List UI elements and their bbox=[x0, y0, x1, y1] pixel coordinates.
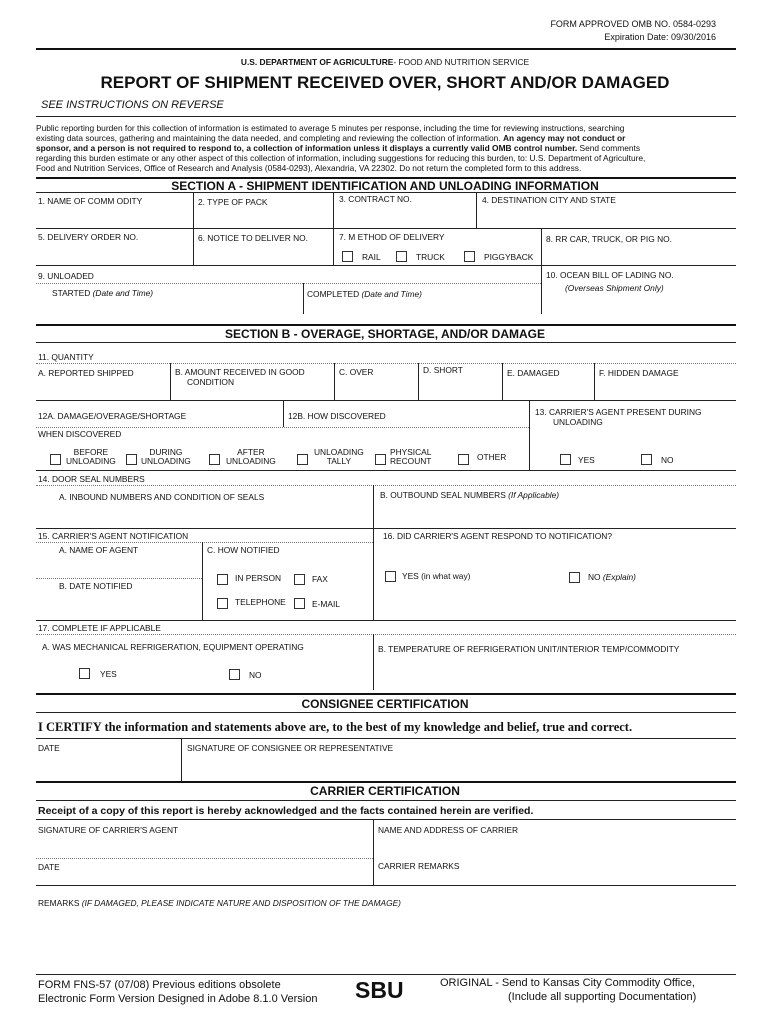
burden-line: sponsor, and a person is not required to respond to, a collection of information unless it displays a currently valid OMB control number. Send comments bbox=[36, 143, 641, 153]
sbu-mark: SBU bbox=[355, 977, 404, 1003]
in-person-checkbox[interactable] bbox=[217, 574, 228, 585]
field-outbound-seals[interactable]: B. OUTBOUND SEAL NUMBERS (If Applicable) bbox=[380, 490, 560, 500]
field-ocean-bill[interactable]: 10. OCEAN BILL OF LADING NO. bbox=[546, 270, 674, 280]
carrier-title: CARRIER CERTIFICATION bbox=[310, 784, 460, 798]
field-short[interactable]: D. SHORT bbox=[423, 365, 463, 375]
unloading-tally-label: UNLOADING TALLY bbox=[314, 447, 364, 466]
field-12b: 12B. HOW DISCOVERED bbox=[288, 411, 386, 421]
complete-if-applicable: 17. COMPLETE IF APPLICABLE bbox=[38, 623, 161, 633]
truck-checkbox[interactable] bbox=[396, 251, 407, 262]
field-over[interactable]: C. OVER bbox=[339, 367, 374, 377]
field-remarks[interactable]: REMARKS (IF DAMAGED, PLEASE INDICATE NATURE AND DISPOSITION OF THE DAMAGE) bbox=[38, 898, 401, 908]
field-consignee-signature[interactable]: SIGNATURE OF CONSIGNEE OR REPRESENTATIVE bbox=[187, 743, 394, 753]
field-commodity[interactable]: 1. NAME OF COMM ODITY bbox=[38, 196, 143, 206]
burden-line: regarding this burden estimate or any other aspect of this collection of information, including suggestions for reducing this burden, to: U.S. Department of Agriculture, bbox=[36, 153, 646, 163]
supporting-docs: (Include all supporting Documentation) bbox=[508, 991, 697, 1003]
page-title: REPORT OF SHIPMENT RECEIVED OVER, SHORT AND/OR DAMAGED bbox=[100, 73, 670, 92]
field-notice-deliver[interactable]: 6. NOTICE TO DELIVER NO. bbox=[198, 233, 308, 243]
telephone-checkbox[interactable] bbox=[217, 598, 228, 609]
unloading-tally-checkbox[interactable] bbox=[297, 454, 308, 465]
truck-label: TRUCK bbox=[416, 252, 445, 262]
refrigeration-no-label: NO bbox=[249, 670, 262, 680]
agency-line: U.S. DEPARTMENT OF AGRICULTURE- FOOD AND NUTRITION SERVICE bbox=[240, 57, 530, 67]
section-b-title: SECTION B - OVERAGE, SHORTAGE, AND/OR DAMAGE bbox=[224, 327, 545, 341]
refrigeration-yes-label: YES bbox=[100, 669, 117, 679]
field-carrier-date[interactable]: DATE bbox=[38, 862, 60, 872]
field-delivery-method: 7. M ETHOD OF DELIVERY bbox=[339, 232, 445, 242]
field-unload-completed[interactable]: COMPLETED (Date and Time) bbox=[307, 289, 422, 299]
burden-line: existing data sources, gathering and maintaining the data needed, and completing and reviewing the collection of information. An agency may not conduct or bbox=[36, 133, 626, 143]
see-instructions: SEE INSTRUCTIONS ON REVERSE bbox=[41, 99, 224, 111]
receipt-statement: Receipt of a copy of this report is hereby acknowledged and the facts contained herein are verified. bbox=[38, 805, 534, 817]
field-ocean-bill-note: (Overseas Shipment Only) bbox=[565, 283, 664, 293]
agent-present-no-label: NO bbox=[661, 455, 674, 465]
before-unloading-label: BEFORE UNLOADING bbox=[66, 447, 116, 466]
other-checkbox[interactable] bbox=[458, 454, 469, 465]
field-damaged[interactable]: E. DAMAGED bbox=[507, 368, 560, 378]
responded-yes-checkbox[interactable] bbox=[385, 571, 396, 582]
header-rule bbox=[36, 48, 736, 50]
physical-recount-checkbox[interactable] bbox=[375, 454, 386, 465]
rail-label: RAIL bbox=[362, 252, 381, 262]
field-carrier-remarks[interactable]: CARRIER REMARKS bbox=[378, 861, 460, 871]
physical-recount-label: PHYSICAL RECOUNT bbox=[390, 447, 432, 466]
field-reported-shipped[interactable]: A. REPORTED SHIPPED bbox=[38, 368, 134, 378]
telephone-label: TELEPHONE bbox=[235, 597, 286, 607]
field-unload-started[interactable]: STARTED (Date and Time) bbox=[52, 288, 154, 298]
other-label: OTHER bbox=[477, 452, 507, 462]
field-received-good-2: CONDITION bbox=[187, 377, 234, 387]
rail-checkbox[interactable] bbox=[342, 251, 353, 262]
during-unloading-label: DURING UNLOADING bbox=[141, 447, 191, 466]
field-agent-name[interactable]: A. NAME OF AGENT bbox=[59, 545, 139, 555]
piggyback-checkbox[interactable] bbox=[464, 251, 475, 262]
agent-responded: 16. DID CARRIER'S AGENT RESPOND TO NOTIFICATION? bbox=[383, 531, 613, 541]
fax-checkbox[interactable] bbox=[294, 574, 305, 585]
burden-line: Food and Nutrition Services, Office of Research and Analysis (0584-0293), Alexandria, VA 22302. Do not return the completed form to this address. bbox=[36, 163, 582, 173]
field-13-b: UNLOADING bbox=[553, 417, 603, 427]
refrigeration-yes-checkbox[interactable] bbox=[79, 668, 90, 679]
piggyback-label: PIGGYBACK bbox=[484, 252, 534, 262]
form-number: FORM FNS-57 (07/08) Previous editions obsolete bbox=[38, 979, 281, 991]
responded-yes-label: YES (in what way) bbox=[402, 571, 471, 581]
refrigeration-no-checkbox[interactable] bbox=[229, 669, 240, 680]
field-temperature[interactable]: B. TEMPERATURE OF REFRIGERATION UNIT/INTERIOR TEMP/COMMODITY bbox=[378, 644, 680, 654]
field-delivery-order[interactable]: 5. DELIVERY ORDER NO. bbox=[38, 232, 139, 242]
field-unloaded: 9. UNLOADED bbox=[38, 271, 94, 281]
responded-no-checkbox[interactable] bbox=[569, 572, 580, 583]
field-hidden-damage[interactable]: F. HIDDEN DAMAGE bbox=[599, 368, 679, 378]
certify-statement: I CERTIFY the information and statements above are, to the best of my knowledge and belief, true and correct. bbox=[38, 720, 633, 734]
field-12a: 12A. DAMAGE/OVERAGE/SHORTAGE bbox=[38, 411, 187, 421]
during-unloading-checkbox[interactable] bbox=[126, 454, 137, 465]
how-notified: C. HOW NOTIFIED bbox=[207, 545, 280, 555]
field-carrier-signature[interactable]: SIGNATURE OF CARRIER'S AGENT bbox=[38, 825, 179, 835]
consignee-title: CONSIGNEE CERTIFICATION bbox=[301, 697, 469, 711]
in-person-label: IN PERSON bbox=[235, 573, 282, 583]
agent-present-yes-checkbox[interactable] bbox=[560, 454, 571, 465]
agent-notification: 15. CARRIER'S AGENT NOTIFICATION bbox=[38, 531, 189, 541]
expiration-date: Expiration Date: 09/30/2016 bbox=[604, 32, 716, 42]
agent-present-no-checkbox[interactable] bbox=[641, 454, 652, 465]
field-rr-car[interactable]: 8. RR CAR, TRUCK, OR PIG NO. bbox=[546, 234, 672, 244]
section-a-title: SECTION A - SHIPMENT IDENTIFICATION AND UNLOADING INFORMATION bbox=[171, 179, 599, 193]
field-consignee-date[interactable]: DATE bbox=[38, 743, 60, 753]
field-carrier-name-address[interactable]: NAME AND ADDRESS OF CARRIER bbox=[378, 825, 519, 835]
agent-present-yes-label: YES bbox=[578, 455, 595, 465]
email-label: E-MAIL bbox=[312, 599, 340, 609]
when-discovered: WHEN DISCOVERED bbox=[38, 429, 122, 439]
burden-line: Public reporting burden for this collection of information is estimated to average 5 minutes per response, including the time for reviewing instructions, searching bbox=[36, 123, 625, 133]
after-unloading-label: AFTER UNLOADING bbox=[226, 447, 276, 466]
responded-no-label: NO (Explain) bbox=[588, 572, 636, 582]
field-contract-no[interactable]: 3. CONTRACT NO. bbox=[339, 194, 412, 204]
field-date-notified[interactable]: B. DATE NOTIFIED bbox=[59, 581, 133, 591]
email-checkbox[interactable] bbox=[294, 598, 305, 609]
form-version: Electronic Form Version Designed in Adobe 8.1.0 Version bbox=[38, 993, 318, 1005]
after-unloading-checkbox[interactable] bbox=[209, 454, 220, 465]
field-pack-type[interactable]: 2. TYPE OF PACK bbox=[198, 197, 268, 207]
field-inbound-seals[interactable]: A. INBOUND NUMBERS AND CONDITION OF SEALS bbox=[59, 492, 265, 502]
rule bbox=[36, 116, 736, 117]
field-13: 13. CARRIER'S AGENT PRESENT DURING bbox=[535, 407, 702, 417]
field-quantity: 11. QUANTITY bbox=[38, 352, 94, 362]
fax-label: FAX bbox=[312, 574, 328, 584]
before-unloading-checkbox[interactable] bbox=[50, 454, 61, 465]
field-received-good[interactable]: B. AMOUNT RECEIVED IN GOOD bbox=[175, 367, 305, 377]
omb-number: FORM APPROVED OMB NO. 0584-0293 bbox=[550, 19, 716, 29]
original-routing: ORIGINAL - Send to Kansas City Commodity Office, bbox=[440, 977, 695, 989]
field-destination[interactable]: 4. DESTINATION CITY AND STATE bbox=[482, 195, 616, 205]
refrigeration-question: A. WAS MECHANICAL REFRIGERATION, EQUIPMENT OPERATING bbox=[42, 642, 304, 652]
door-seal-numbers: 14. DOOR SEAL NUMBERS bbox=[38, 474, 145, 484]
